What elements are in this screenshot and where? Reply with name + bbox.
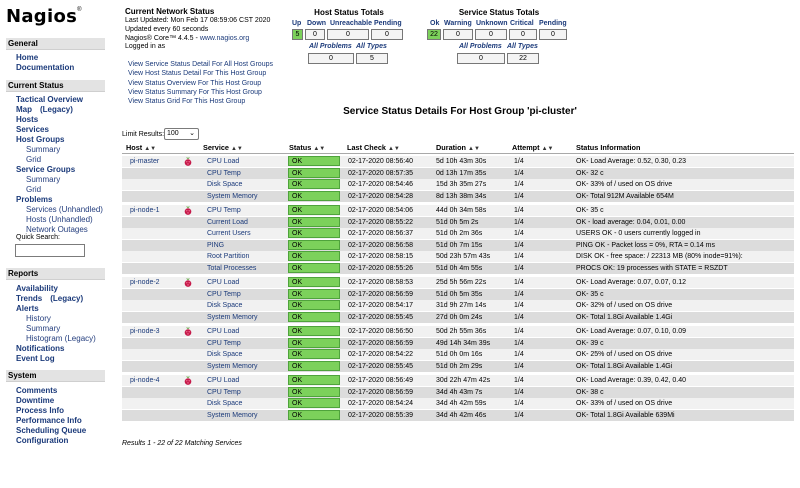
duration-cell: 25d 5h 56m 22s xyxy=(436,279,487,286)
nav-host-groups-grid[interactable]: Grid xyxy=(26,155,42,164)
table-row xyxy=(122,338,794,349)
nav-map-link[interactable]: Map xyxy=(16,105,32,114)
host-count-down[interactable]: 0 xyxy=(305,29,325,40)
last-check-cell: 02-17-2020 08:55:26 xyxy=(348,264,413,272)
logo-text: Nagios xyxy=(6,6,78,27)
nav-problems[interactable]: Problems xyxy=(16,195,53,204)
service-link[interactable]: Current Load xyxy=(207,218,248,226)
status-information-cell: OK- Load Average: 0.07, 0.07, 0.12 xyxy=(576,279,687,286)
host-all-problems-count[interactable]: 0 xyxy=(308,53,354,64)
table-row xyxy=(122,277,794,288)
header-duration xyxy=(436,143,480,152)
attempt-cell: 1/4 xyxy=(514,230,524,237)
nagios-website-link[interactable]: www.nagios.org xyxy=(199,34,250,42)
status-badge: OK xyxy=(288,217,340,227)
host-totals-labels xyxy=(290,20,408,28)
table-row xyxy=(122,398,794,409)
attempt-cell: 1/4 xyxy=(514,351,524,358)
status-information-cell: OK- Total 1.8Gi Available 1.4Gi xyxy=(576,362,673,370)
attempt-cell: 1/4 xyxy=(514,313,524,321)
service-link[interactable]: Disk Space xyxy=(207,351,243,358)
nav-event-log[interactable]: Event Log xyxy=(16,354,55,363)
status-information-cell: OK- Total 912M Available 654M xyxy=(576,192,674,200)
update-interval: Updated every 60 seconds xyxy=(125,25,209,33)
status-information-cell: DISK OK - free space: / 22313 MB (80% inode=91%): xyxy=(576,253,743,260)
raspberry-pi-icon[interactable] xyxy=(182,277,194,288)
raspberry-pi-icon[interactable] xyxy=(182,326,194,337)
results-count: Results 1 - 22 of 22 Matching Services xyxy=(122,440,242,447)
attempt-cell: 1/4 xyxy=(514,400,524,407)
nav-tactical-overview[interactable]: Tactical Overview xyxy=(16,95,83,104)
last-check-cell: 02-17-2020 08:54:22 xyxy=(348,351,413,358)
limit-results-value: 100 xyxy=(167,130,179,137)
status-badge: OK xyxy=(288,349,340,359)
last-check-cell: 02-17-2020 08:54:17 xyxy=(348,302,413,309)
table-row xyxy=(122,361,794,372)
table-row xyxy=(122,300,794,311)
last-check-cell: 02-17-2020 08:54:06 xyxy=(348,207,413,214)
duration-cell: 15d 3h 35m 27s xyxy=(436,181,487,188)
nav-services[interactable]: Services xyxy=(16,125,49,134)
header-status-information xyxy=(576,143,640,152)
service-link[interactable]: CPU Load xyxy=(207,158,240,165)
attempt-cell: 1/4 xyxy=(514,169,524,177)
host-all-types-count[interactable]: 5 xyxy=(356,53,388,64)
header-host xyxy=(126,143,156,152)
nav-problems-services-unhandled[interactable]: Services (Unhandled) xyxy=(26,205,103,214)
duration-cell: 34d 4h 42m 46s xyxy=(436,411,487,419)
nav-trends-legacy[interactable]: (Legacy) xyxy=(50,294,84,303)
logo-registered-mark: ® xyxy=(77,7,82,13)
host-label-pending[interactable]: Pending xyxy=(374,20,402,27)
service-link[interactable]: System Memory xyxy=(207,362,258,370)
host-link[interactable]: pi-node-4 xyxy=(130,377,160,384)
attempt-cell: 1/4 xyxy=(514,241,524,249)
service-link[interactable]: CPU Temp xyxy=(207,339,241,347)
service-all-problems-count[interactable]: 0 xyxy=(457,53,505,64)
status-badge: OK xyxy=(288,179,340,189)
service-link[interactable]: Disk Space xyxy=(207,181,243,188)
status-information-cell: OK- 33% of / used on OS drive xyxy=(576,400,673,407)
duration-cell: 5d 10h 43m 30s xyxy=(436,158,487,165)
nagios-logo[interactable] xyxy=(6,6,82,28)
attempt-cell: 1/4 xyxy=(514,264,524,272)
sort-arrows-icon[interactable]: ▲▼ xyxy=(387,146,400,152)
link-status-overview[interactable]: View Status Overview For This Host Group xyxy=(128,79,262,87)
status-badge: OK xyxy=(288,361,340,371)
nav-scheduling-queue[interactable]: Scheduling Queue xyxy=(16,426,87,435)
service-link[interactable]: System Memory xyxy=(207,411,258,419)
host-totals-title: Host Status Totals xyxy=(314,8,384,17)
last-check-cell: 02-17-2020 08:57:35 xyxy=(348,169,413,177)
attempt-cell: 1/4 xyxy=(514,279,524,286)
service-link[interactable]: Total Processes xyxy=(207,264,257,272)
status-information-cell: OK- 38 c xyxy=(576,388,604,396)
service-link[interactable]: CPU Temp xyxy=(207,169,241,177)
status-badge: OK xyxy=(288,277,340,287)
service-label-critical[interactable]: Critical xyxy=(510,20,534,27)
attempt-cell: 1/4 xyxy=(514,192,524,200)
duration-cell: 50d 2h 55m 36s xyxy=(436,328,487,335)
host-count-unreachable[interactable]: 0 xyxy=(327,29,369,40)
host-group-links xyxy=(128,60,273,106)
nav-configuration[interactable]: Configuration xyxy=(16,436,69,445)
service-link[interactable]: System Memory xyxy=(207,192,258,200)
service-label-unknown[interactable]: Unknown xyxy=(476,20,508,27)
header-service xyxy=(203,143,243,152)
nav-service-groups-summary[interactable]: Summary xyxy=(26,175,61,184)
attempt-cell: 1/4 xyxy=(514,411,524,419)
service-link[interactable]: CPU Load xyxy=(207,279,240,286)
status-information-cell: USERS OK - 0 users currently logged in xyxy=(576,230,701,237)
attempt-cell: 1/4 xyxy=(514,339,524,347)
section-reports: Reports xyxy=(6,268,105,280)
status-badge: OK xyxy=(288,205,340,215)
table-row xyxy=(122,387,794,398)
service-totals-title: Service Status Totals xyxy=(458,8,540,17)
service-all-types-count[interactable]: 22 xyxy=(507,53,539,64)
duration-cell: 0d 13h 17m 35s xyxy=(436,169,487,177)
attempt-cell: 1/4 xyxy=(514,218,524,226)
quick-search-input[interactable] xyxy=(15,244,85,257)
nav-alerts-summary[interactable]: Summary xyxy=(26,324,61,333)
table-row xyxy=(122,375,794,386)
nav-performance-info[interactable]: Performance Info xyxy=(16,416,82,425)
status-information-cell: OK- 32 c xyxy=(576,169,604,177)
table-row xyxy=(122,349,794,360)
table-row xyxy=(122,263,794,274)
last-check-cell: 02-17-2020 08:56:50 xyxy=(348,328,413,335)
raspberry-pi-icon[interactable] xyxy=(182,375,194,386)
last-check-cell: 02-17-2020 08:56:49 xyxy=(348,377,413,384)
nav-comments[interactable]: Comments xyxy=(16,386,58,395)
last-check-cell: 02-17-2020 08:58:15 xyxy=(348,253,413,260)
last-check-cell: 02-17-2020 08:55:39 xyxy=(348,411,413,419)
host-label-down[interactable]: Down xyxy=(307,20,327,27)
service-count-critical[interactable]: 0 xyxy=(509,29,537,40)
table-row xyxy=(122,217,794,228)
duration-cell: 34d 4h 42m 59s xyxy=(436,400,487,407)
status-badge: OK xyxy=(288,289,340,299)
nav-process-info[interactable]: Process Info xyxy=(16,406,65,415)
duration-cell: 8d 13h 38m 34s xyxy=(436,192,487,200)
duration-cell: 44d 0h 34m 58s xyxy=(436,207,487,214)
section-general: General xyxy=(6,38,105,50)
duration-cell: 27d 0h 0m 24s xyxy=(436,313,483,321)
nav-service-groups-grid[interactable]: Grid xyxy=(26,185,42,194)
section-system: System xyxy=(6,370,105,382)
nav-map-legacy[interactable]: (Legacy) xyxy=(40,105,73,114)
header-service-label: Service xyxy=(203,143,229,152)
duration-cell: 51d 0h 7m 15s xyxy=(436,241,483,249)
status-badge: OK xyxy=(288,300,340,310)
nav-network-outages[interactable]: Network Outages xyxy=(26,225,88,234)
service-link[interactable]: Root Partition xyxy=(207,253,250,260)
last-check-cell: 02-17-2020 08:56:58 xyxy=(348,241,413,249)
last-updated: Last Updated: Mon Feb 17 08:59:06 CST 2020 xyxy=(125,17,271,24)
service-link[interactable]: System Memory xyxy=(207,313,258,321)
service-link[interactable]: CPU Load xyxy=(207,377,240,384)
sort-arrows-icon[interactable]: ▲▼ xyxy=(144,146,157,152)
nav-hosts[interactable]: Hosts xyxy=(16,115,39,124)
status-badge: OK xyxy=(288,375,340,385)
duration-cell: 51d 0h 2m 29s xyxy=(436,362,483,370)
table-row xyxy=(122,240,794,251)
status-information-cell: OK - load average: 0.04, 0.01, 0.00 xyxy=(576,218,686,226)
status-badge: OK xyxy=(288,410,340,420)
header-host-label: Host xyxy=(126,143,143,152)
status-information-cell: OK- 33% of / used on OS drive xyxy=(576,181,673,188)
status-information-cell: PROCS OK: 19 processes with STATE = RSZDT xyxy=(576,264,728,272)
nav-alerts[interactable]: Alerts xyxy=(16,304,39,313)
service-link[interactable]: PING xyxy=(207,241,225,249)
sort-arrows-icon[interactable]: ▲▼ xyxy=(468,146,480,152)
host-link[interactable]: pi-node-2 xyxy=(130,279,160,286)
table-row xyxy=(122,410,794,421)
limit-results-select[interactable] xyxy=(164,128,199,140)
header-status-information-label: Status Information xyxy=(576,143,641,152)
attempt-cell: 1/4 xyxy=(514,328,524,335)
attempt-cell: 1/4 xyxy=(514,302,524,309)
nav-trends xyxy=(16,294,83,304)
table-header xyxy=(122,142,794,154)
table-row xyxy=(122,156,794,167)
nav-map xyxy=(16,105,73,115)
service-count-unknown[interactable]: 0 xyxy=(475,29,507,40)
status-information-cell: OK- 32% of / used on OS drive xyxy=(576,302,673,309)
status-badge: OK xyxy=(288,191,340,201)
nav-availability[interactable]: Availability xyxy=(16,284,58,293)
last-check-cell: 02-17-2020 08:56:37 xyxy=(348,230,413,237)
sort-arrows-icon[interactable]: ▲▼ xyxy=(541,146,554,152)
last-check-cell: 02-17-2020 08:54:28 xyxy=(348,192,413,200)
host-label-unreachable[interactable]: Unreachable xyxy=(330,20,373,27)
last-check-cell: 02-17-2020 08:55:45 xyxy=(348,362,413,370)
nav-notifications[interactable]: Notifications xyxy=(16,344,65,353)
sort-arrows-icon[interactable]: ▲▼ xyxy=(313,146,326,152)
section-current-status: Current Status xyxy=(6,80,105,92)
table-row xyxy=(122,251,794,262)
quick-search-label: Quick Search: xyxy=(16,234,60,241)
last-check-cell: 02-17-2020 08:56:40 xyxy=(348,158,413,165)
status-information-cell: OK- 35 c xyxy=(576,290,604,298)
raspberry-pi-icon[interactable] xyxy=(182,156,194,167)
service-totals-values xyxy=(424,29,574,40)
duration-cell: 51d 0h 2m 36s xyxy=(436,230,483,237)
header-status xyxy=(289,143,325,152)
status-badge: OK xyxy=(288,251,340,261)
table-row xyxy=(122,228,794,239)
service-count-pending[interactable]: 0 xyxy=(539,29,567,40)
duration-cell: 50d 23h 57m 43s xyxy=(436,253,491,260)
link-all-host-groups[interactable]: View Service Status Detail For All Host Groups xyxy=(128,61,273,68)
attempt-cell: 1/4 xyxy=(514,158,524,165)
status-badge: OK xyxy=(288,156,340,166)
attempt-cell: 1/4 xyxy=(514,181,524,188)
attempt-cell: 1/4 xyxy=(514,388,524,396)
limit-results-label: Limit Results: xyxy=(122,131,165,138)
status-badge: OK xyxy=(288,326,340,336)
table-row xyxy=(122,312,794,323)
duration-cell: 51d 0h 5m 2s xyxy=(436,218,479,226)
link-status-summary[interactable]: View Status Summary For This Host Group xyxy=(128,88,262,96)
status-badge: OK xyxy=(288,312,340,322)
host-link[interactable]: pi-node-1 xyxy=(130,207,160,214)
link-status-grid[interactable]: View Status Grid For This Host Group xyxy=(128,98,246,106)
table-row xyxy=(122,168,794,179)
host-all-problems-label[interactable]: All Problems xyxy=(309,43,352,50)
service-label-warning[interactable]: Warning xyxy=(444,20,472,27)
status-information-cell: OK- Load Average: 0.52, 0.30, 0.23 xyxy=(576,158,687,165)
status-badge: OK xyxy=(288,398,340,408)
service-count-warning[interactable]: 0 xyxy=(443,29,473,40)
status-information-cell: OK- Load Average: 0.39, 0.42, 0.40 xyxy=(576,377,687,384)
sort-arrows-icon[interactable]: ▲▼ xyxy=(230,146,243,152)
service-all-types-label[interactable]: All Types xyxy=(507,43,538,50)
service-link[interactable]: CPU Temp xyxy=(207,207,241,214)
raspberry-pi-icon[interactable] xyxy=(182,205,194,216)
last-check-cell: 02-17-2020 08:54:46 xyxy=(348,181,413,188)
nav-service-groups[interactable]: Service Groups xyxy=(16,165,76,174)
last-check-cell: 02-17-2020 08:56:59 xyxy=(348,290,413,298)
status-information-cell: OK- 25% of / used on OS drive xyxy=(576,351,673,358)
status-badge: OK xyxy=(288,228,340,238)
header-last-check-label: Last Check xyxy=(347,143,386,152)
service-link[interactable]: CPU Load xyxy=(207,328,240,335)
last-check-cell: 02-17-2020 08:55:45 xyxy=(348,313,413,321)
status-badge: OK xyxy=(288,168,340,178)
service-link[interactable]: CPU Temp xyxy=(207,290,241,298)
attempt-cell: 1/4 xyxy=(514,362,524,370)
last-check-cell: 02-17-2020 08:58:53 xyxy=(348,279,413,286)
service-label-ok[interactable]: Ok xyxy=(430,20,440,27)
duration-cell: 51d 0h 0m 16s xyxy=(436,351,483,358)
status-information-cell: OK- Load Average: 0.07, 0.10, 0.09 xyxy=(576,328,687,335)
network-status-title: Current Network Status xyxy=(125,7,215,16)
status-badge: OK xyxy=(288,263,340,273)
network-status-info xyxy=(125,7,285,52)
last-check-cell: 02-17-2020 08:56:59 xyxy=(348,388,413,396)
sidebar xyxy=(0,0,105,488)
table-row xyxy=(122,205,794,216)
status-information-cell: OK- Total 1.8Gi Available 639Mi xyxy=(576,411,675,419)
page-title: Service Status Details For Host Group 'pi-cluster' xyxy=(343,106,577,117)
duration-cell: 30d 22h 47m 42s xyxy=(436,377,491,384)
chevron-down-icon: ⌄ xyxy=(189,130,195,137)
host-label-up[interactable]: Up xyxy=(292,20,302,27)
service-link[interactable]: Disk Space xyxy=(207,302,243,309)
duration-cell: 49d 14h 34m 39s xyxy=(436,339,491,347)
duration-cell: 31d 9h 27m 14s xyxy=(436,302,487,309)
host-count-up[interactable]: 5 xyxy=(292,29,303,40)
header-status-label: Status xyxy=(289,143,312,152)
nav-documentation[interactable]: Documentation xyxy=(16,63,75,72)
nav-host-groups[interactable]: Host Groups xyxy=(16,135,65,144)
last-check-cell: 02-17-2020 08:55:22 xyxy=(348,218,413,226)
table-row xyxy=(122,289,794,300)
link-host-status-detail[interactable]: View Host Status Detail For This Host Group xyxy=(128,70,267,78)
duration-cell: 34d 4h 43m 7s xyxy=(436,388,483,396)
host-totals-values xyxy=(290,29,408,40)
version-line xyxy=(125,35,285,44)
header-duration-label: Duration xyxy=(436,143,466,152)
status-information-cell: OK- 39 c xyxy=(576,339,604,347)
service-link[interactable]: Disk Space xyxy=(207,400,243,407)
attempt-cell: 1/4 xyxy=(514,377,524,384)
duration-cell: 51d 0h 4m 55s xyxy=(436,264,483,272)
status-badge: OK xyxy=(288,387,340,397)
service-link[interactable]: Current Users xyxy=(207,230,251,237)
status-badge: OK xyxy=(288,240,340,250)
status-badge: OK xyxy=(288,338,340,348)
table-row xyxy=(122,326,794,337)
nav-alerts-history[interactable]: History xyxy=(26,314,51,323)
status-information-cell: PING OK - Packet loss = 0%, RTA = 0.14 ms xyxy=(576,241,716,249)
service-link[interactable]: CPU Temp xyxy=(207,388,241,396)
header-last-check xyxy=(347,143,400,152)
nav-trends-link[interactable]: Trends xyxy=(16,294,43,303)
host-count-pending[interactable]: 0 xyxy=(371,29,403,40)
service-totals-labels xyxy=(424,20,574,28)
attempt-cell: 1/4 xyxy=(514,290,524,298)
header-attempt-label: Attempt xyxy=(512,143,540,152)
nav-alerts-histogram[interactable]: Histogram (Legacy) xyxy=(26,334,96,343)
table-row xyxy=(122,191,794,202)
table-row xyxy=(122,179,794,190)
service-count-ok[interactable]: 22 xyxy=(427,29,441,40)
service-all-problems-label[interactable]: All Problems xyxy=(459,43,502,50)
nav-problems-hosts-unhandled[interactable]: Hosts (Unhandled) xyxy=(26,215,93,224)
last-check-cell: 02-17-2020 08:56:59 xyxy=(348,339,413,347)
nav-host-groups-summary[interactable]: Summary xyxy=(26,145,61,154)
nav-home[interactable]: Home xyxy=(16,53,39,62)
attempt-cell: 1/4 xyxy=(514,207,524,214)
version-text: Nagios® Core™ 4.4.5 - xyxy=(125,34,200,42)
duration-cell: 51d 0h 5m 35s xyxy=(436,290,483,298)
host-link[interactable]: pi-master xyxy=(130,158,160,165)
last-check-cell: 02-17-2020 08:54:24 xyxy=(348,400,413,407)
header-attempt xyxy=(512,143,553,152)
service-label-pending[interactable]: Pending xyxy=(539,20,567,27)
nav-downtime[interactable]: Downtime xyxy=(16,396,55,405)
host-link[interactable]: pi-node-3 xyxy=(130,328,160,335)
attempt-cell: 1/4 xyxy=(514,253,524,260)
status-information-cell: OK- Total 1.8Gi Available 1.4Gi xyxy=(576,313,673,321)
logged-in-as: Logged in as xyxy=(125,43,166,51)
host-all-types-label[interactable]: All Types xyxy=(356,43,387,50)
status-information-cell: OK- 35 c xyxy=(576,207,604,214)
